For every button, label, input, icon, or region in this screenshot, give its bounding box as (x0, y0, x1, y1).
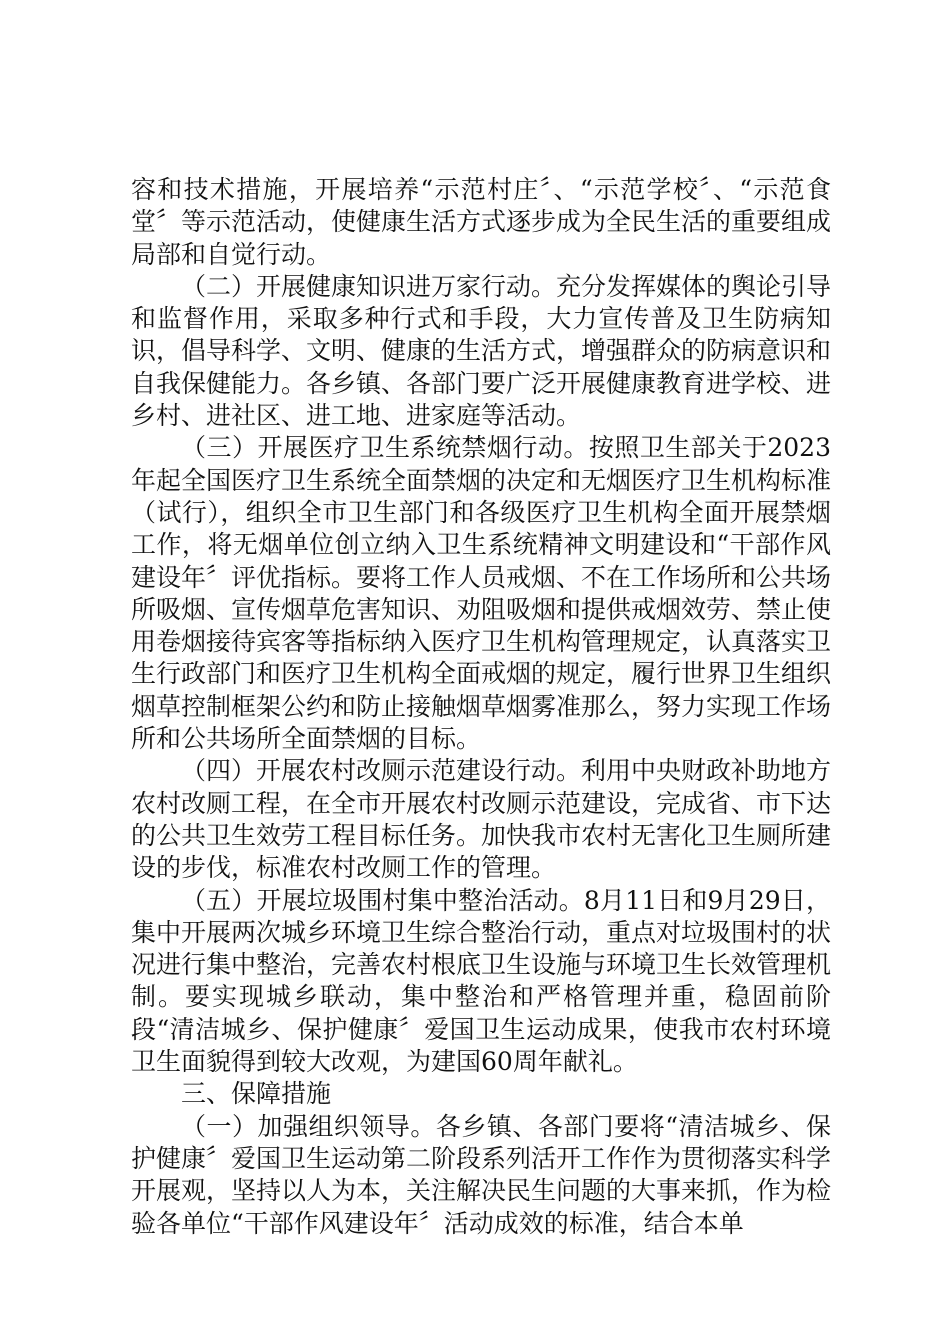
paragraph-health-knowledge: （二）开展健康知识进万家行动。充分发挥媒体的舆论引导和监督作用，采取多种行式和手段，大力宣传普及卫生防病知识，倡导科学、文明、健康的生活方式，增强群众的防病意识和自我保健能力。各乡镇、各部门要广泛开展健康教育进学校、进乡村、进社区、进工地、进家庭等活动。 (131, 271, 832, 431)
paragraph-rural-toilet: （四）开展农村改厕示范建设行动。利用中央财政补助地方农村改厕工程，在全市开展农村改厕示范建设，完成省、市下达的公共卫生效劳工程目标任务。加快我市农村无害化卫生厕所建设的步伐，标准农村改厕工作的管理。 (131, 756, 832, 883)
paragraph-garbage-cleanup: （五）开展垃圾围村集中整治活动。8月11日和9月29日，集中开展两次城乡环境卫生综合整治行动，重点对垃圾围村的状况进行集中整治，完善农村根底卫生设施与环境卫生长效管理机制。要实现城乡联动，集中整治和严格管理并重，稳固前阶段“清洁城乡、保护健康〞爱国卫生运动成果，使我市农村环境卫生面貌得到较大改观，为建国60周年献礼。 (131, 885, 832, 1077)
document-body (131, 174, 831, 1240)
paragraph-organization: （一）加强组织领导。各乡镇、各部门要将“清洁城乡、保护健康〞爱国卫生运动第二阶段系列活开工作作为贯彻落实科学开展观，坚持以人为本，关注解决民生问题的大事来抓，作为检验各单位“干部作风建设年〞活动成效的标准，结合本单 (131, 1111, 832, 1238)
paragraph-smoking-ban: （三）开展医疗卫生系统禁烟行动。按照卫生部关于2023年起全国医疗卫生系统全面禁烟的决定和无烟医疗卫生机构标准（试行），组织全市卫生部门和各级医疗卫生机构全面开展禁烟工作，将无烟单位创立纳入卫生系统精神文明建设和“干部作风建设年〞评优指标。要将工作人员戒烟、不在工作场所和公共场所吸烟、宣传烟草危害知识、劝阻吸烟和提供戒烟效劳、禁止使用卷烟接待宾客等指标纳入医疗卫生机构管理规定，认真落实卫生行政部门和医疗卫生机构全面戒烟的规定，履行世界卫生组织烟草控制框架公约和防止接触烟草烟雾准那么，努力实现工作场所和公共场所全面禁烟的目标。 (131, 433, 832, 754)
paragraph-continuation: 容和技术措施，开展培养“示范村庄〞、“示范学校〞、“示范食堂〞等示范活动，使健康生活方式逐步成为全民生活的重要组成局部和自觉行动。 (131, 175, 832, 269)
section-heading-safeguards: 三、保障措施 (181, 1079, 332, 1109)
